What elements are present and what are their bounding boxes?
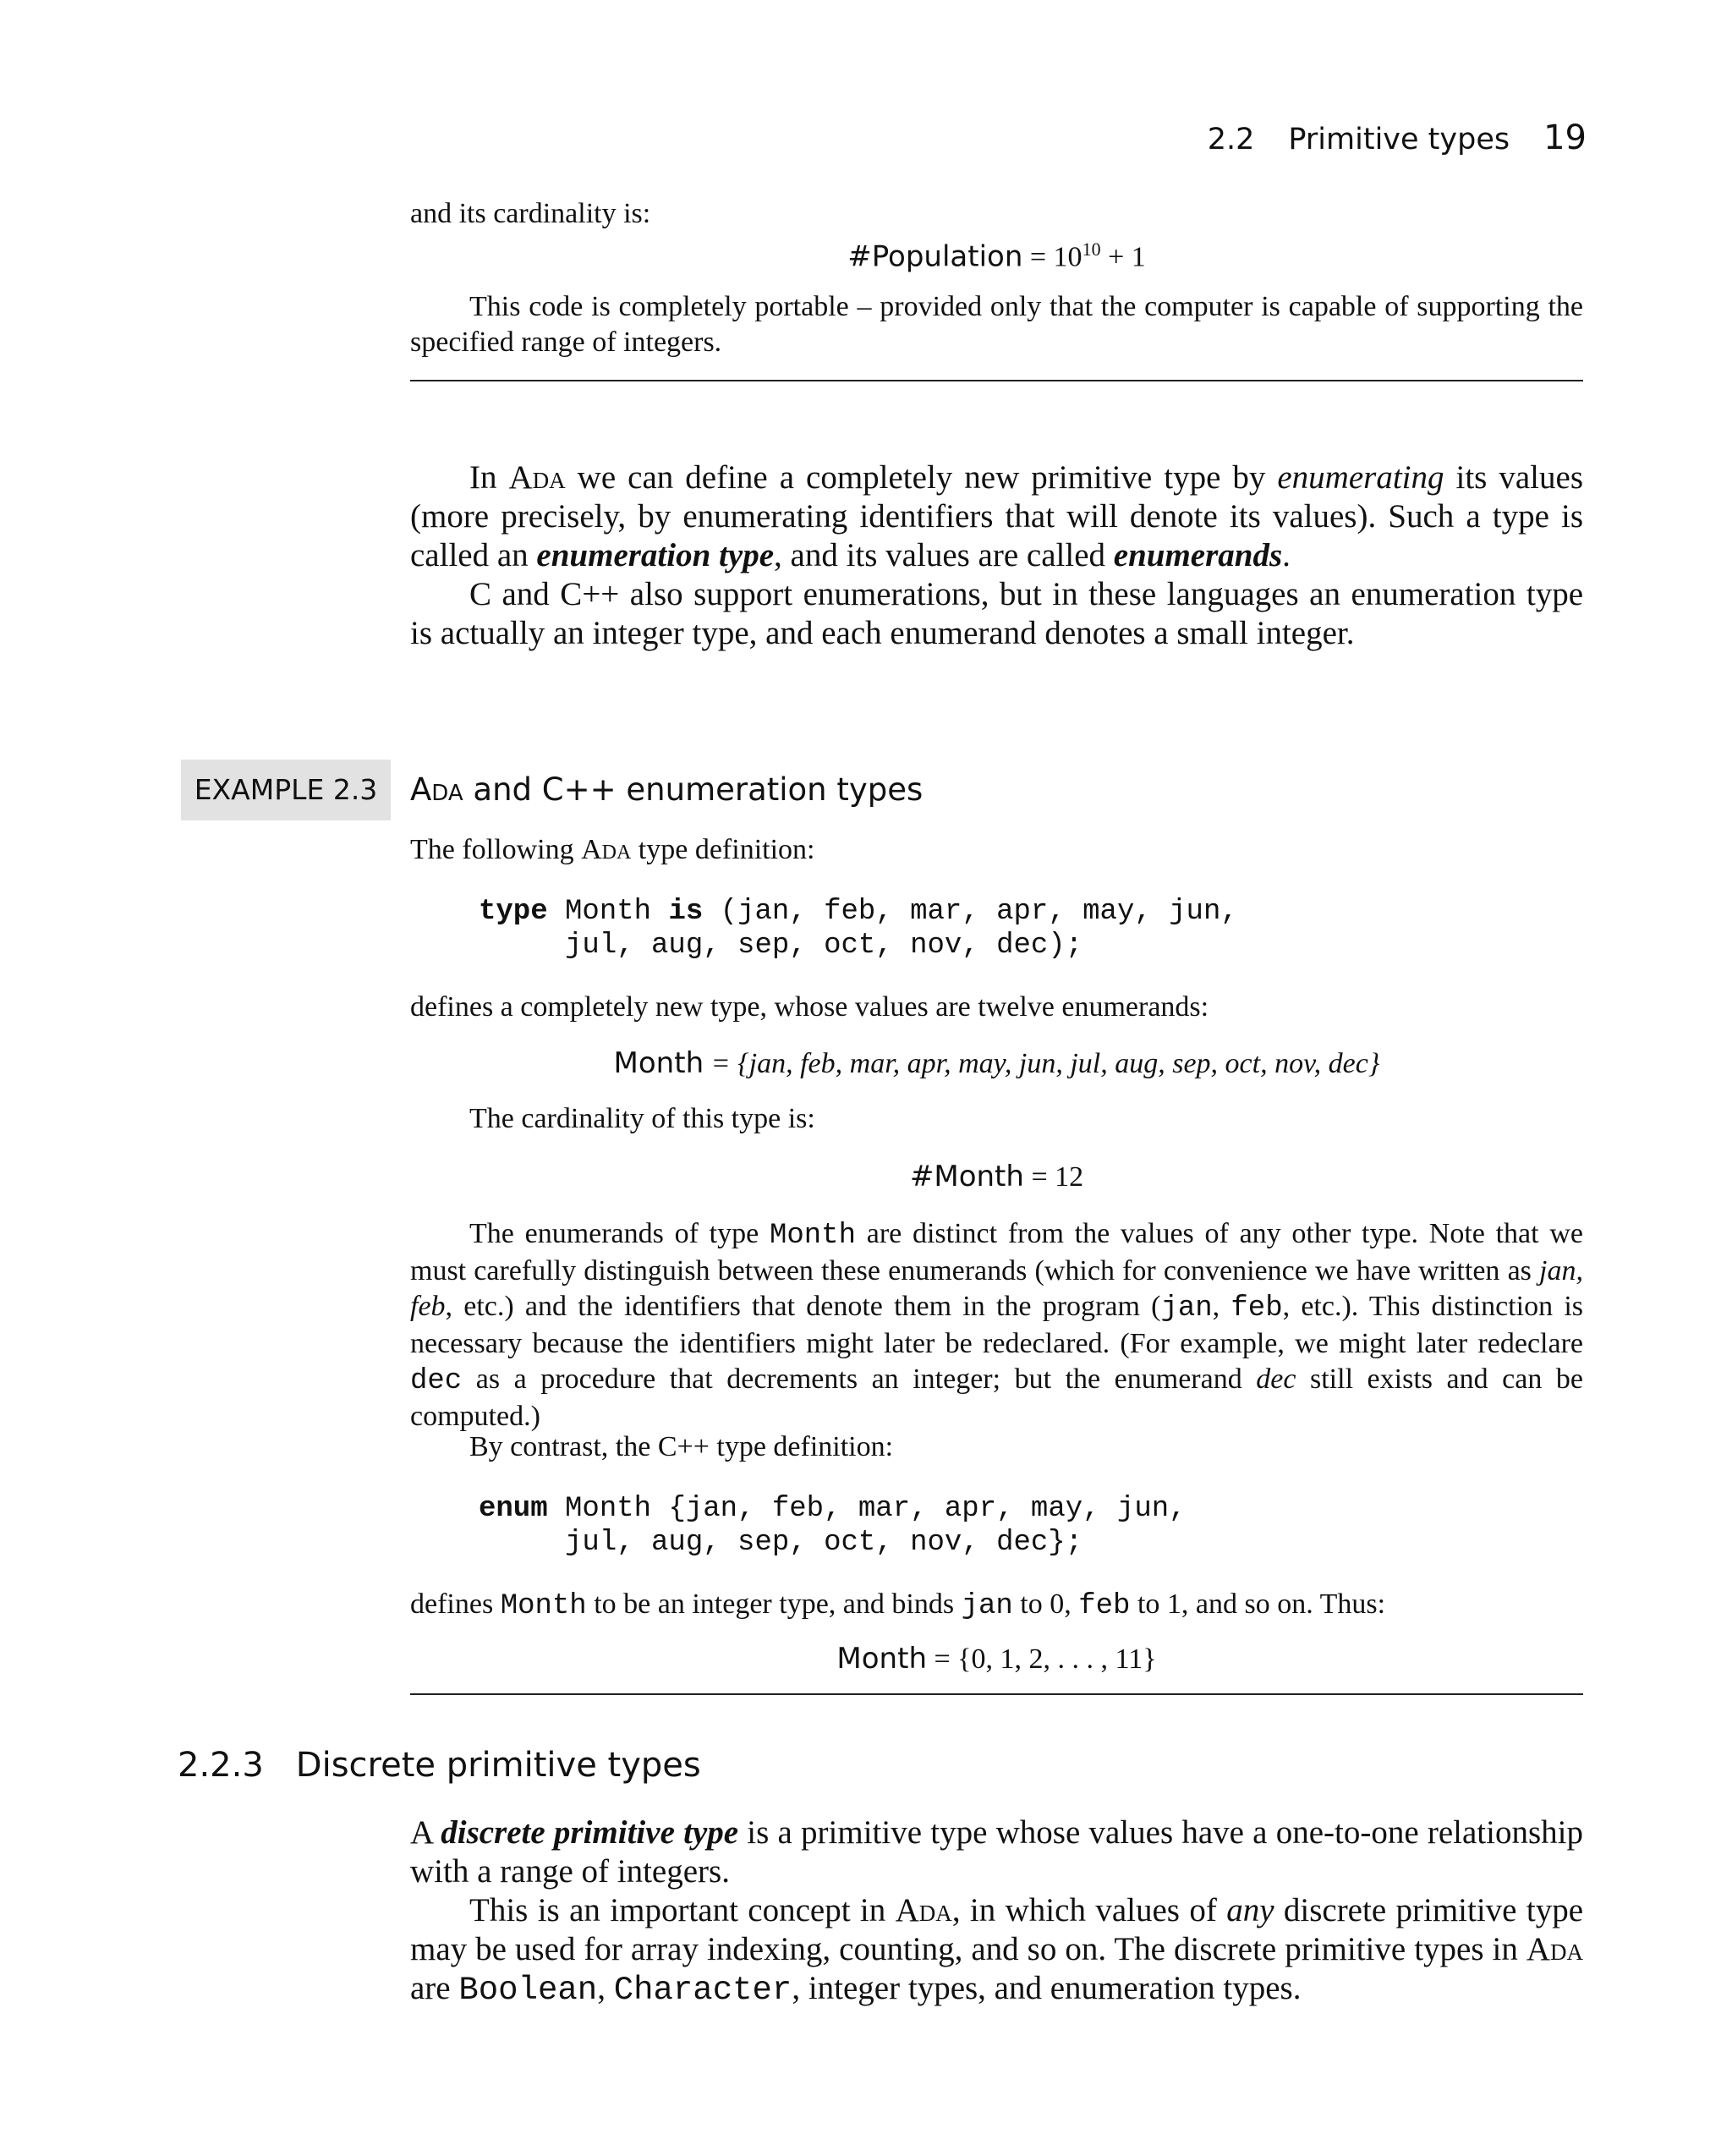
formula-rhs-base: = 10 bbox=[1029, 241, 1082, 273]
example-label-box: EXAMPLE 2.3 bbox=[181, 760, 391, 820]
population-formula bbox=[410, 232, 1583, 275]
c-enumerations-paragraph: C and C++ also support enumerations, but in these languages an enumeration type is actually an integer type, and each enumerand denotes a small integer. bbox=[410, 576, 1583, 651]
discrete-definition-paragraph bbox=[410, 1813, 1583, 1891]
code-inline: jan bbox=[1160, 1292, 1213, 1325]
text-span: still exists and can be computed.) bbox=[410, 1363, 1583, 1432]
defines-twelve: defines a completely new type, whose values are twelve enumerands: bbox=[410, 991, 1209, 1023]
code-inline: Boolean bbox=[458, 1972, 598, 2009]
code-keyword: enum bbox=[479, 1493, 548, 1525]
portable-paragraph: This code is completely portable – provided only that the computer is capable of supporting the specified range of integers. bbox=[410, 291, 1583, 358]
code-text: (jan, feb, mar, apr, may, jun, bbox=[703, 896, 1238, 928]
example-end-rule bbox=[410, 1693, 1583, 1695]
code-inline: feb bbox=[1078, 1590, 1131, 1622]
enumeration-paragraph bbox=[410, 458, 1583, 575]
emphasis-term: any bbox=[1226, 1892, 1274, 1928]
header-section-number: 2.2 bbox=[1207, 123, 1255, 156]
code-text: Month bbox=[547, 896, 669, 928]
month-set-formula bbox=[410, 1045, 1583, 1082]
emphasis-term: dec bbox=[1256, 1363, 1296, 1395]
text-span: , in which values of bbox=[951, 1892, 1227, 1928]
text-span: The following bbox=[410, 834, 582, 865]
text-span: as a procedure that decrements an integer; but the enumerand bbox=[462, 1363, 1257, 1395]
code-inline: Month bbox=[500, 1590, 587, 1622]
text-span: This is an important concept in bbox=[469, 1892, 896, 1928]
code-inline: feb bbox=[1230, 1292, 1283, 1325]
section-title: Discrete primitive types bbox=[295, 1746, 701, 1785]
ada-code-block bbox=[479, 895, 1238, 963]
text-span: A bbox=[410, 1814, 441, 1851]
text-span: its values (more precisely, by enumerating identifiers that will denote its values). Such a type is called an bbox=[410, 459, 1583, 573]
running-header bbox=[1208, 118, 1587, 157]
cpp-code-block bbox=[479, 1492, 1187, 1560]
text-span: type definition: bbox=[631, 834, 815, 865]
ada-name: Ada bbox=[1526, 1931, 1583, 1967]
formula-lhs: #Population bbox=[847, 239, 1023, 274]
formula-rhs: = {jan, feb, mar, apr, may, jun, jul, aug, sep, oct, nov, dec} bbox=[710, 1048, 1380, 1079]
text-span: , bbox=[1212, 1291, 1231, 1322]
text-span: is a primitive type whose values have a one-to-one relationship with a range of integers. bbox=[410, 1814, 1583, 1890]
discrete-concept-paragraph bbox=[410, 1891, 1583, 2010]
text-span: , bbox=[597, 1970, 614, 2006]
text-span: to 0, bbox=[1012, 1588, 1079, 1620]
enumerands-distinct-paragraph bbox=[410, 1216, 1583, 1435]
defined-term: enumeration type bbox=[536, 537, 775, 573]
formula-rhs: = 12 bbox=[1031, 1161, 1084, 1193]
code-inline: Character bbox=[613, 1972, 792, 2009]
cardinality-intro: The cardinality of this type is: bbox=[469, 1103, 815, 1134]
code-text: Month {jan, feb, mar, apr, may, jun, bbox=[547, 1493, 1187, 1525]
formula-exponent: 10 bbox=[1082, 239, 1101, 260]
emphasis-term: jan, feb bbox=[410, 1255, 1583, 1322]
final-month-formula bbox=[410, 1641, 1583, 1677]
code-text: jul, aug, sep, oct, nov, dec}; bbox=[479, 1527, 1083, 1559]
code-inline: Month bbox=[769, 1220, 856, 1252]
formula-lhs: Month bbox=[836, 1642, 927, 1676]
text-span: to 1, and so on. Thus: bbox=[1130, 1588, 1386, 1620]
text-span: defines bbox=[410, 1588, 501, 1620]
text-span: are distinct from the values of any other type. Note that we must carefully distinguish between these enumerands (which for convenience we have written as bbox=[410, 1218, 1583, 1286]
contrast-intro: By contrast, the C++ type definition: bbox=[469, 1431, 894, 1462]
ada-name: Ada bbox=[508, 459, 566, 496]
header-title: Primitive types bbox=[1288, 123, 1510, 156]
text-span: and C++ enumeration types bbox=[463, 771, 924, 808]
binds-paragraph bbox=[410, 1587, 1583, 1624]
code-text: jul, aug, sep, oct, nov, dec); bbox=[479, 930, 1083, 962]
formula-lhs: Month bbox=[613, 1046, 704, 1080]
section-number: 2.2.3 bbox=[178, 1746, 264, 1785]
text-span: In bbox=[469, 459, 509, 496]
text-span: The enumerands of type bbox=[469, 1218, 770, 1249]
formula-rhs: = {0, 1, 2, . . . , 11} bbox=[934, 1643, 1157, 1675]
formula-rhs-tail: + 1 bbox=[1108, 241, 1146, 273]
section-heading bbox=[178, 1746, 701, 1785]
divider-rule bbox=[410, 380, 1583, 381]
ada-name: Ada bbox=[581, 834, 632, 865]
example-intro bbox=[410, 832, 1583, 868]
month-cardinality-formula bbox=[410, 1159, 1583, 1195]
text-span: , and its values are called bbox=[774, 537, 1114, 573]
code-inline: jan bbox=[961, 1590, 1013, 1622]
defined-term: discrete primitive type bbox=[441, 1814, 739, 1851]
emphasis-term: enumerating bbox=[1277, 459, 1444, 496]
code-inline: dec bbox=[410, 1365, 463, 1397]
defined-term: enumerands bbox=[1113, 537, 1283, 573]
example-title bbox=[410, 771, 923, 808]
text-span: to be an integer type, and binds bbox=[586, 1588, 962, 1620]
text-span: we can define a completely new primitive type by bbox=[565, 459, 1278, 496]
formula-lhs: #Month bbox=[909, 1160, 1024, 1193]
text-span: , integer types, and enumeration types. bbox=[792, 1970, 1302, 2006]
cardinality-lead: and its cardinality is: bbox=[410, 198, 651, 229]
ada-name: Ada bbox=[895, 1892, 952, 1928]
code-keyword: is bbox=[668, 896, 704, 928]
page-number: 19 bbox=[1543, 118, 1587, 157]
code-keyword: type bbox=[479, 896, 548, 928]
text-span: . bbox=[1282, 537, 1291, 573]
text-span: are bbox=[410, 1970, 459, 2006]
text-span: discrete primitive type may be used for array indexing, counting, and so on. The discrete primitive types in bbox=[410, 1892, 1584, 1967]
text-span: , etc.). This distinction is necessary because the identifiers might later be redeclared. (For example, we might later redeclare bbox=[410, 1291, 1583, 1359]
ada-name: Ada bbox=[410, 771, 463, 808]
text-span: , etc.) and the identifiers that denote them in the program ( bbox=[445, 1291, 1161, 1322]
